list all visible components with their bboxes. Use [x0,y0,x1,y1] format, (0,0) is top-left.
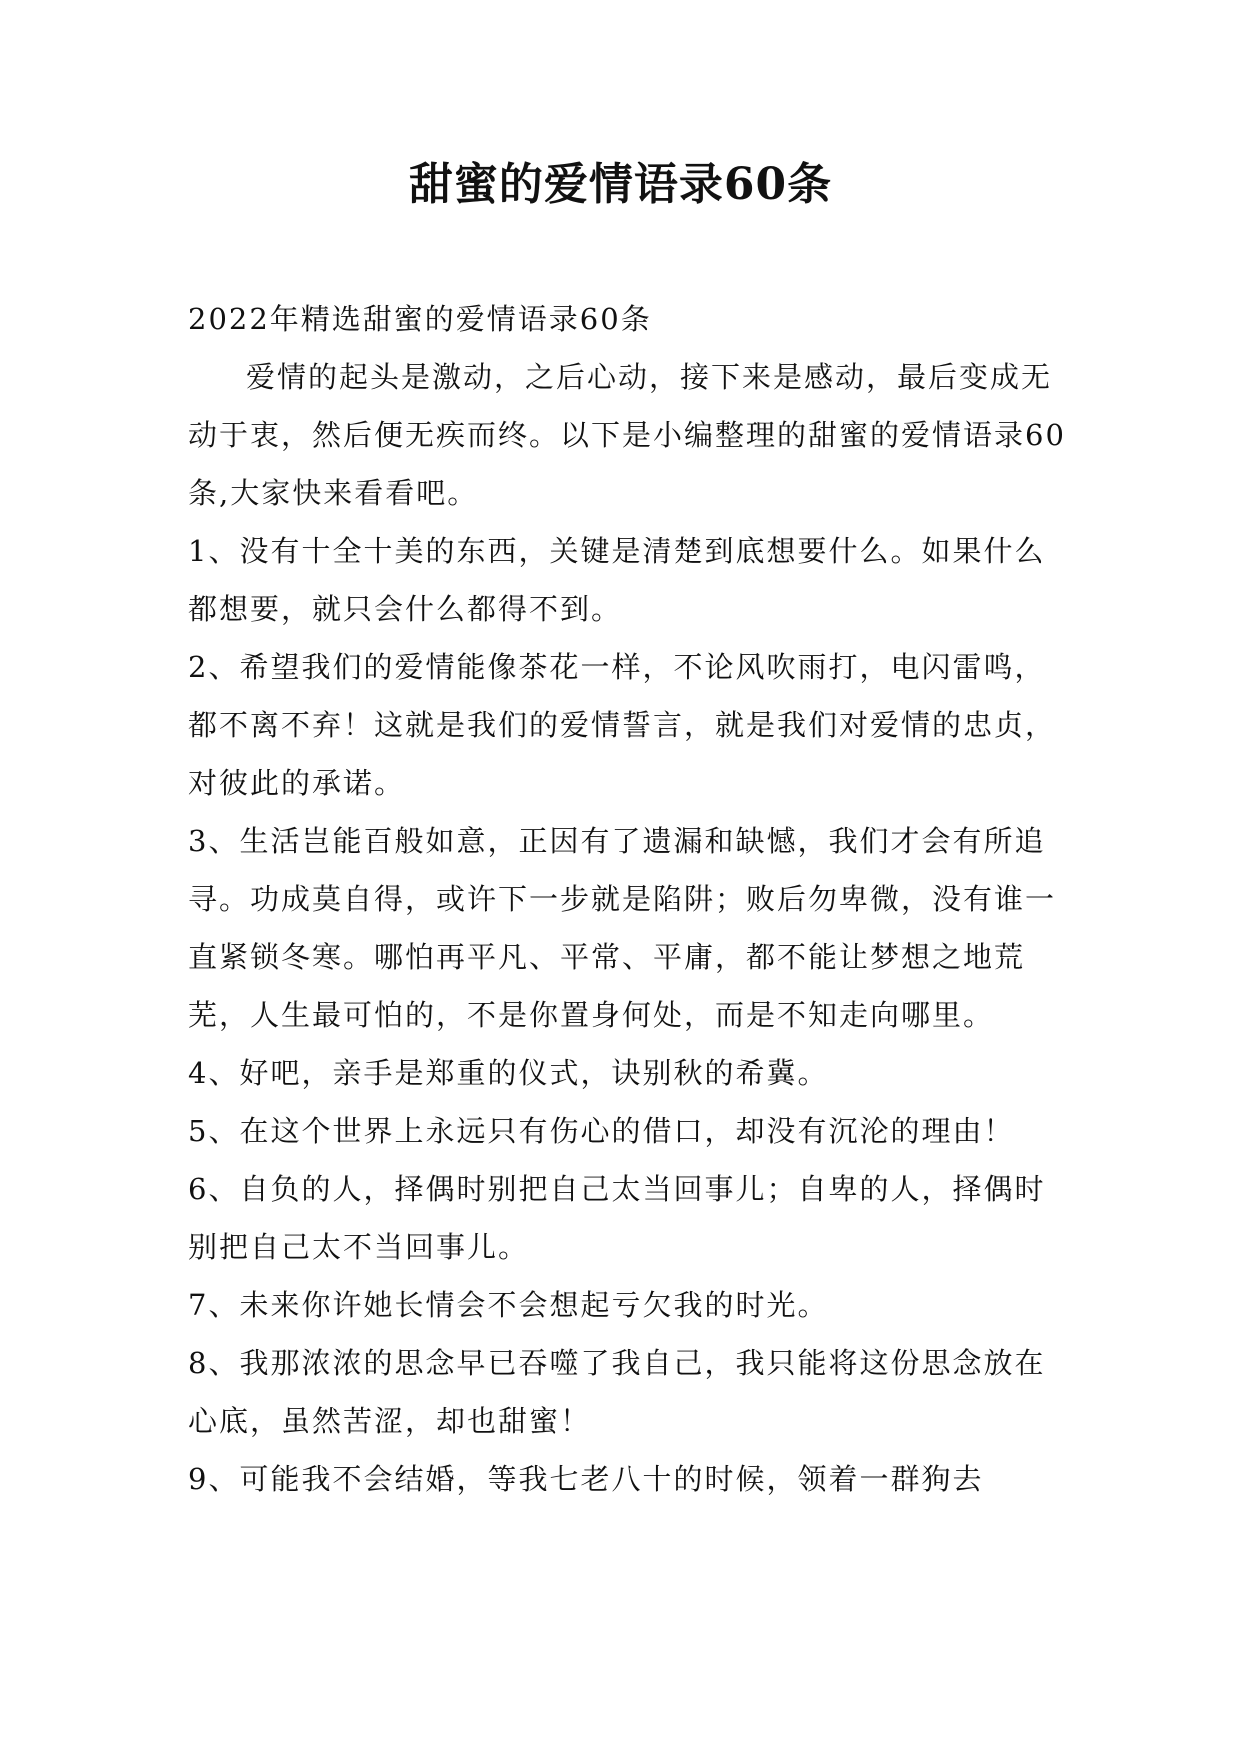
quote-item-5: 5、在这个世界上永远只有伤心的借口，却没有沉沦的理由！ [188,1114,1015,1148]
quote-item-7: 7、未来你许她长情会不会想起亏欠我的时光。 [188,1288,829,1322]
quote-item-8: 8、我那浓浓的思念早已吞噬了我自己，我只能将这份思念放在心底，虽然苦涩，却也甜蜜！ [188,1346,1046,1438]
quote-item-3: 3、生活岂能百般如意，正因有了遗漏和缺憾，我们才会有所追寻。功成莫自得，或许下一步就是陷阱；败后勿卑微，没有谁一直紧锁冬寒。哪怕再平凡、平常、平庸，都不能让梦想之地荒芜，人生最可怕的，不是你置身何处，而是不知走向哪里。 [188,824,1057,1032]
quote-item-1: 1、没有十全十美的东西，关键是清楚到底想要什么。如果什么都想要，就只会什么都得不到。 [188,534,1046,626]
intro-paragraph: 爱情的起头是激动，之后心动，接下来是感动，最后变成无动于衷，然后便无疾而终。以下是小编整理的甜蜜的爱情语录60条,大家快来看看吧。 [188,360,1066,510]
document-body [188,290,1068,1508]
document-subtitle: 2022年精选甜蜜的爱情语录60条 [188,302,652,336]
quote-item-6: 6、自负的人，择偶时别把自己太当回事儿；自卑的人，择偶时别把自己太不当回事儿。 [188,1172,1046,1264]
quote-item-2: 2、希望我们的爱情能像茶花一样，不论风吹雨打，电闪雷鸣，都不离不弃！这就是我们的爱情誓言，就是我们对爱情的忠贞，对彼此的承诺。 [188,650,1057,800]
document-title: 甜蜜的爱情语录60条 [408,159,833,210]
quote-item-4: 4、好吧，亲手是郑重的仪式，诀别秋的希冀。 [188,1056,829,1090]
quote-item-9: 9、可能我不会结婚，等我七老八十的时候，领着一群狗去 [188,1462,984,1496]
